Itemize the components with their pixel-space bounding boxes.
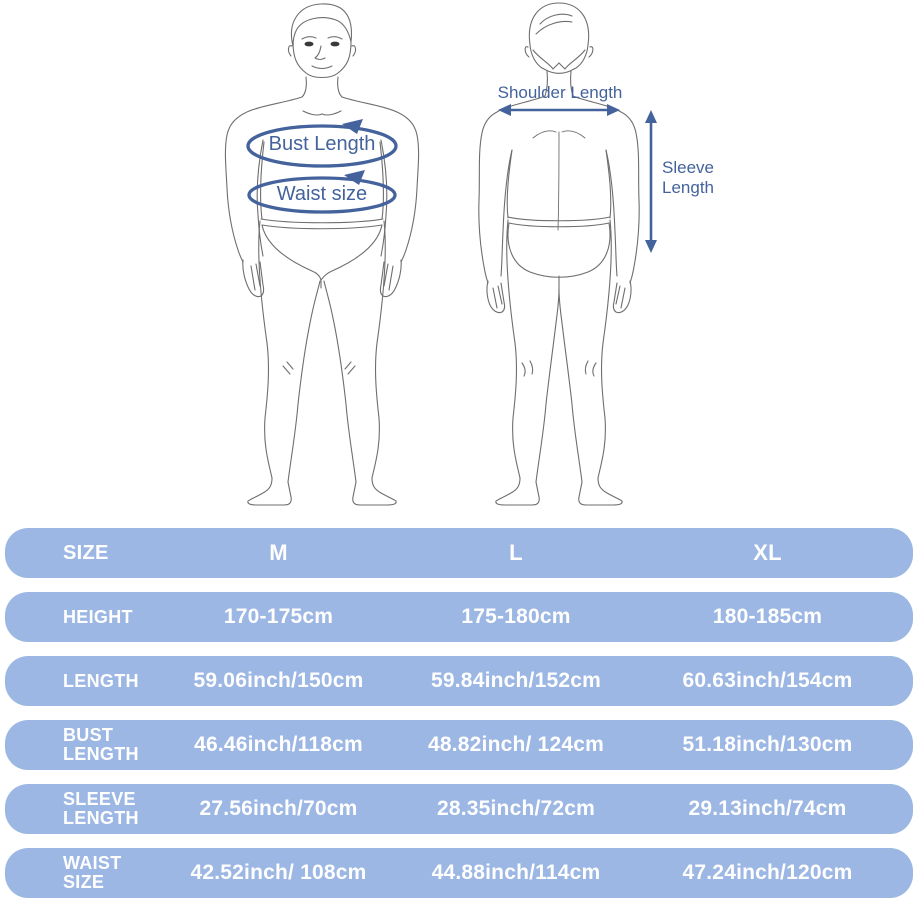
- front-figure-eyes: [305, 42, 340, 47]
- cell-xl: 29.13inch/74cm: [688, 797, 847, 820]
- cell-xl: 60.63inch/154cm: [682, 669, 853, 692]
- table-row-sleeve-length: [5, 784, 913, 834]
- table-row-waist-size: [5, 848, 913, 898]
- cell-l: 59.84inch/152cm: [431, 669, 601, 692]
- table-header-row: [5, 528, 913, 578]
- row-label: SLEEVE LENGTH: [63, 789, 139, 828]
- cell-m: 42.52inch/ 108cm: [190, 861, 367, 884]
- table-row-length: [5, 656, 913, 706]
- size-chart-table: [0, 522, 918, 898]
- cell-l: 28.35inch/72cm: [436, 797, 596, 820]
- sleeve-length-label-line2: Length: [662, 178, 714, 197]
- shoulder-arrow: [498, 104, 620, 116]
- waist-size-label: Waist size: [276, 183, 368, 205]
- column-header-xl: XL: [753, 540, 782, 565]
- front-figure: [225, 4, 418, 505]
- cell-l: 44.88inch/114cm: [431, 861, 601, 884]
- row-label: HEIGHT: [63, 606, 133, 627]
- back-figure: [479, 3, 639, 505]
- bust-length-label: Bust Length: [268, 133, 376, 155]
- cell-m: 170-175cm: [223, 605, 334, 628]
- cell-m: 59.06inch/150cm: [193, 669, 364, 692]
- sleeve-arrow: [645, 110, 657, 253]
- sleeve-length-label-line1: Sleeve: [662, 158, 714, 177]
- column-header-l: L: [509, 540, 523, 565]
- table-row-bust-length: [5, 720, 913, 770]
- table-row-height: [5, 592, 913, 642]
- cell-m: 46.46inch/118cm: [194, 733, 363, 756]
- cell-xl: 180-185cm: [712, 605, 823, 628]
- row-label: LENGTH: [63, 670, 139, 691]
- cell-m: 27.56inch/70cm: [199, 797, 358, 820]
- cell-l: 48.82inch/ 124cm: [428, 733, 604, 756]
- shoulder-length-label: Shoulder Length: [497, 83, 623, 102]
- column-header-m: M: [269, 540, 288, 565]
- cell-xl: 51.18inch/130cm: [682, 733, 853, 756]
- cell-l: 175-180cm: [461, 605, 571, 628]
- row-label: BUST LENGTH: [63, 725, 139, 764]
- row-label: WAIST SIZE: [63, 853, 122, 892]
- cell-xl: 47.24inch/120cm: [682, 861, 853, 884]
- column-header-size: SIZE: [63, 541, 109, 564]
